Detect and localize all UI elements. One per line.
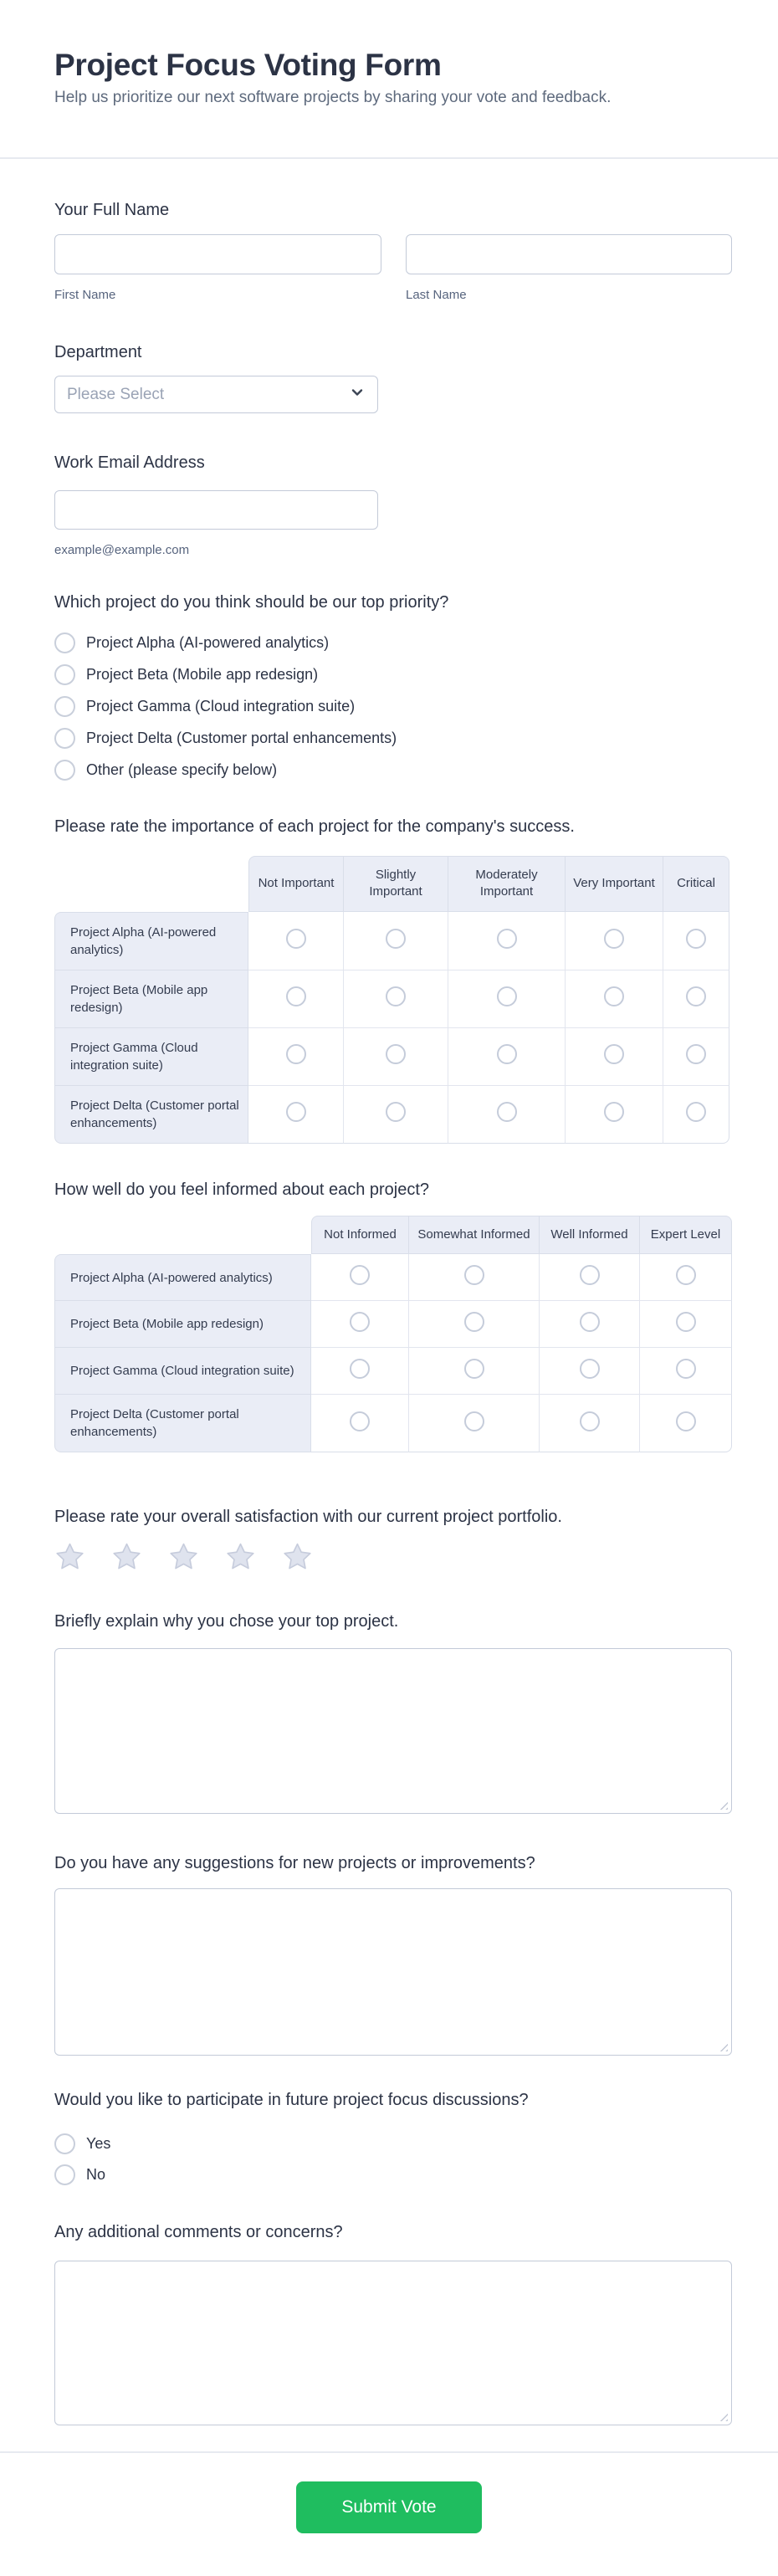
- priority-option-other[interactable]: [54, 759, 277, 781]
- last-name-sublabel: Last Name: [406, 288, 467, 302]
- comments-textarea[interactable]: [54, 2261, 732, 2425]
- matrix-column-header: Very Important: [566, 856, 663, 912]
- matrix-column-header: Moderately Important: [448, 856, 566, 912]
- header-divider: [0, 157, 778, 159]
- why-textarea[interactable]: [54, 1648, 732, 1814]
- radio-button-icon[interactable]: [686, 1044, 706, 1064]
- radio-button-icon[interactable]: [604, 1044, 624, 1064]
- satisfaction-question-label: Please rate your overall satisfaction with our current project portfolio.: [54, 1508, 562, 1526]
- importance-matrix: [54, 856, 729, 1144]
- matrix-row: [54, 1395, 732, 1452]
- participate-question-label: Would you like to participate in future project focus discussions?: [54, 2091, 529, 2109]
- matrix-row: [54, 912, 729, 970]
- email-label: Work Email Address: [54, 453, 205, 472]
- radio-button-icon[interactable]: [580, 1359, 600, 1379]
- comments-textarea-wrap: [54, 2261, 732, 2425]
- radio-button-icon[interactable]: [686, 929, 706, 949]
- radio-button-icon[interactable]: [386, 986, 406, 1006]
- radio-button-icon[interactable]: [54, 728, 75, 749]
- priority-option-delta[interactable]: [54, 727, 397, 749]
- fullname-label: Your Full Name: [54, 201, 170, 219]
- radio-button-icon[interactable]: [464, 1265, 484, 1285]
- radio-button-icon[interactable]: [686, 1102, 706, 1122]
- radio-button-icon[interactable]: [497, 929, 517, 949]
- radio-button-icon[interactable]: [580, 1411, 600, 1431]
- radio-button-icon[interactable]: [54, 632, 75, 653]
- matrix-row-header: Project Beta (Mobile app redesign): [54, 970, 248, 1028]
- matrix-row-header: Project Gamma (Cloud integration suite): [54, 1028, 248, 1086]
- matrix-row-header: Project Beta (Mobile app redesign): [54, 1301, 311, 1348]
- priority-question-label: Which project do you think should be our top priority?: [54, 593, 449, 612]
- suggestions-textarea[interactable]: [54, 1888, 732, 2056]
- matrix-column-header: Critical: [663, 856, 729, 912]
- department-select[interactable]: [54, 376, 378, 413]
- matrix-row-header: Project Delta (Customer portal enhancements): [54, 1395, 311, 1452]
- department-label: Department: [54, 343, 142, 361]
- matrix-header-row: [54, 1216, 732, 1254]
- email-input[interactable]: [54, 490, 378, 530]
- radio-button-icon[interactable]: [286, 929, 306, 949]
- radio-button-icon[interactable]: [286, 1044, 306, 1064]
- star-rating: [54, 1542, 313, 1572]
- matrix-row: [54, 1028, 729, 1086]
- radio-option-label: No: [86, 2165, 106, 2183]
- informed-question-label: How well do you feel informed about each project?: [54, 1180, 430, 1199]
- star-icon[interactable]: [225, 1542, 256, 1572]
- radio-button-icon[interactable]: [350, 1312, 370, 1332]
- matrix-row: [54, 1086, 729, 1144]
- email-sublabel: example@example.com: [54, 543, 190, 557]
- radio-button-icon[interactable]: [386, 1044, 406, 1064]
- matrix-column-header: Well Informed: [540, 1216, 640, 1254]
- footer-divider: [0, 2451, 778, 2453]
- radio-button-icon[interactable]: [604, 929, 624, 949]
- radio-button-icon[interactable]: [604, 1102, 624, 1122]
- matrix-row: [54, 1348, 732, 1395]
- radio-option-label: Project Gamma (Cloud integration suite): [86, 697, 356, 714]
- radio-button-icon[interactable]: [497, 1044, 517, 1064]
- importance-question-label: Please rate the importance of each project for the company's success.: [54, 817, 575, 836]
- radio-option-label: Project Delta (Customer portal enhancements): [86, 729, 397, 746]
- matrix-corner-cell: [54, 1216, 311, 1254]
- radio-button-icon[interactable]: [386, 929, 406, 949]
- suggestions-question-label: Do you have any suggestions for new projects or improvements?: [54, 1854, 535, 1872]
- matrix-header-row: [54, 856, 729, 912]
- star-icon[interactable]: [111, 1542, 142, 1572]
- participate-option-yes[interactable]: [54, 2133, 110, 2154]
- radio-button-icon[interactable]: [676, 1411, 696, 1431]
- priority-option-alpha[interactable]: [54, 632, 329, 653]
- matrix-row: [54, 970, 729, 1028]
- radio-button-icon[interactable]: [54, 664, 75, 685]
- matrix-row-header: Project Alpha (AI-powered analytics): [54, 1254, 311, 1301]
- comments-question-label: Any additional comments or concerns?: [54, 2223, 343, 2241]
- star-icon[interactable]: [54, 1542, 85, 1572]
- priority-option-beta[interactable]: [54, 663, 318, 685]
- page-title: Project Focus Voting Form: [54, 48, 442, 82]
- radio-button-icon[interactable]: [386, 1102, 406, 1122]
- last-name-input[interactable]: [406, 234, 732, 274]
- radio-option-label: Other (please specify below): [86, 761, 278, 778]
- suggestions-textarea-wrap: [54, 1888, 732, 2056]
- form-subtitle: Help us prioritize our next software projects by sharing your vote and feedback.: [54, 89, 612, 106]
- why-textarea-wrap: [54, 1648, 732, 1814]
- first-name-input[interactable]: [54, 234, 381, 274]
- why-question-label: Briefly explain why you chose your top project.: [54, 1612, 399, 1631]
- radio-button-icon[interactable]: [286, 1102, 306, 1122]
- first-name-sublabel: First Name: [54, 288, 116, 302]
- radio-button-icon[interactable]: [54, 2164, 75, 2185]
- department-placeholder: Please Select: [67, 385, 165, 403]
- radio-button-icon[interactable]: [54, 2133, 75, 2154]
- matrix-row-header: Project Gamma (Cloud integration suite): [54, 1348, 311, 1395]
- matrix-column-header: Slightly Important: [344, 856, 448, 912]
- radio-option-label: Project Beta (Mobile app redesign): [86, 665, 319, 683]
- radio-button-icon[interactable]: [464, 1359, 484, 1379]
- radio-button-icon[interactable]: [350, 1359, 370, 1379]
- radio-button-icon[interactable]: [676, 1265, 696, 1285]
- matrix-row-header: Project Delta (Customer portal enhancements): [54, 1086, 248, 1144]
- radio-button-icon[interactable]: [464, 1411, 484, 1431]
- radio-button-icon[interactable]: [286, 986, 306, 1006]
- priority-option-gamma[interactable]: [54, 695, 355, 717]
- star-icon[interactable]: [168, 1542, 199, 1572]
- star-icon[interactable]: [282, 1542, 313, 1572]
- radio-button-icon[interactable]: [497, 1102, 517, 1122]
- matrix-column-header: Expert Level: [640, 1216, 732, 1254]
- radio-button-icon[interactable]: [580, 1312, 600, 1332]
- chevron-down-icon: [349, 384, 366, 405]
- radio-button-icon[interactable]: [676, 1312, 696, 1332]
- matrix-column-header: Not Important: [248, 856, 344, 912]
- radio-button-icon[interactable]: [54, 760, 75, 781]
- radio-button-icon[interactable]: [580, 1265, 600, 1285]
- matrix-row: [54, 1301, 732, 1348]
- matrix-row: [54, 1254, 732, 1301]
- radio-button-icon[interactable]: [54, 696, 75, 717]
- radio-button-icon[interactable]: [604, 986, 624, 1006]
- matrix-column-header: Somewhat Informed: [409, 1216, 540, 1254]
- matrix-column-header: Not Informed: [311, 1216, 409, 1254]
- radio-option-label: Yes: [86, 2134, 111, 2152]
- submit-button[interactable]: Submit Vote: [296, 2481, 482, 2533]
- radio-option-label: Project Alpha (AI-powered analytics): [86, 633, 330, 651]
- radio-button-icon[interactable]: [464, 1312, 484, 1332]
- informed-matrix: [54, 1216, 732, 1452]
- radio-button-icon[interactable]: [676, 1359, 696, 1379]
- matrix-corner-cell: [54, 856, 248, 912]
- participate-option-no[interactable]: [54, 2164, 105, 2185]
- radio-button-icon[interactable]: [350, 1265, 370, 1285]
- radio-button-icon[interactable]: [497, 986, 517, 1006]
- radio-button-icon[interactable]: [686, 986, 706, 1006]
- radio-button-icon[interactable]: [350, 1411, 370, 1431]
- matrix-row-header: Project Alpha (AI-powered analytics): [54, 912, 248, 970]
